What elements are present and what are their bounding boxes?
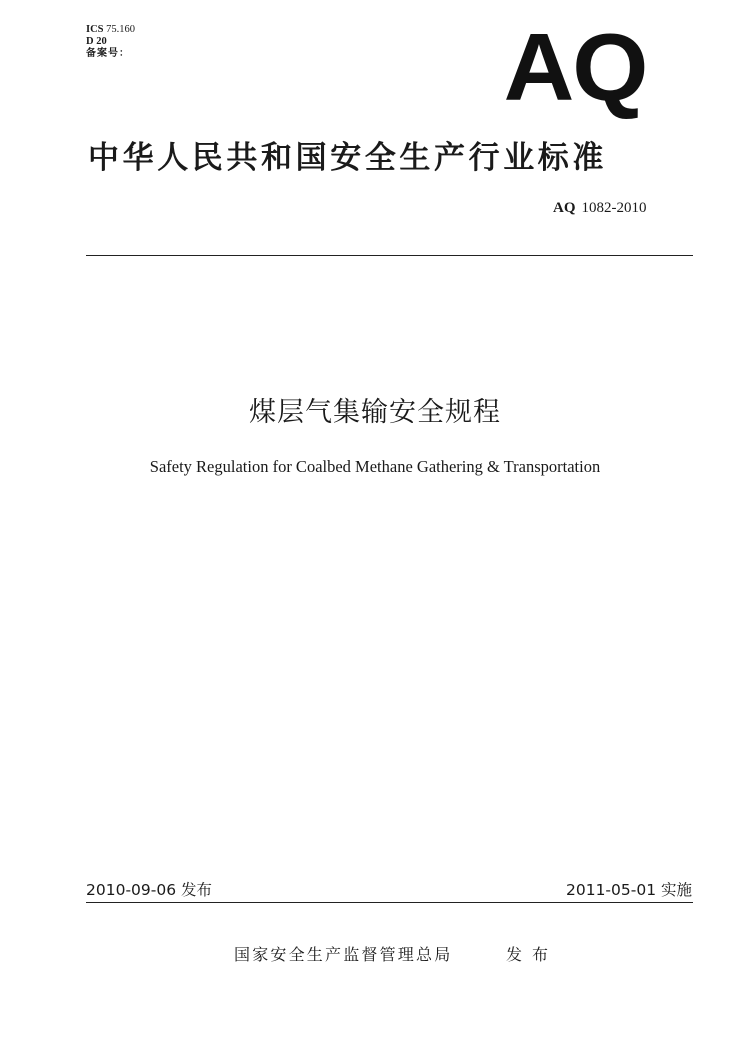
ics-label: ICS [86, 24, 104, 35]
ccs-code: D 20 [86, 36, 107, 47]
standard-category-title: 中华人民共和国安全生产行业标准 [88, 140, 607, 176]
implementation-date: 2011-05-01 实施 [565, 881, 692, 899]
standard-number-value: 1082-2010 [581, 200, 647, 216]
document-title-english: Safety Regulation for Coalbed Methane Gathering & Transportation [149, 457, 601, 476]
standard-number [553, 200, 647, 217]
standard-number-prefix: AQ [553, 200, 576, 216]
publisher-name: 国家安全生产监督管理总局 [234, 945, 453, 964]
document-title-chinese: 煤层气集输安全规程 [249, 397, 501, 428]
standard-classification [86, 24, 135, 60]
bottom-divider [86, 902, 693, 903]
ics-value: 75.160 [106, 24, 136, 35]
filing-number-label: 备案号： [86, 48, 130, 59]
aq-logo: AQ [503, 14, 647, 121]
top-divider [86, 255, 693, 256]
publish-label: 发布 [506, 945, 559, 964]
issue-date: 2010-09-06 发布 [86, 881, 213, 899]
